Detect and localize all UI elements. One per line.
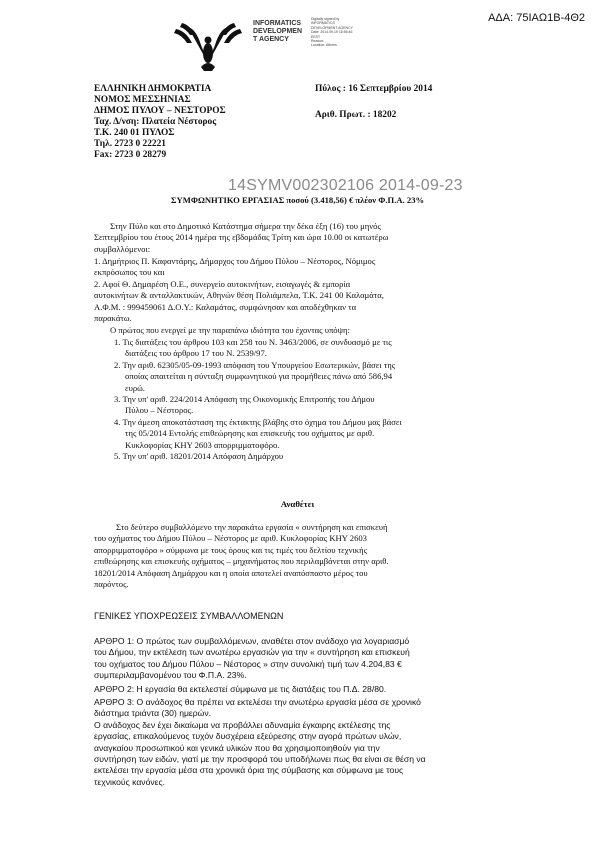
- signature-line: Date: 2014.09.19 18:55:46: [311, 30, 353, 35]
- agency-name: [253, 20, 302, 44]
- agency-line: T AGENCY: [253, 36, 289, 43]
- sender-prefecture: ΝΟΜΟΣ ΜΕΣΣΗΝΙΑΣ: [94, 95, 191, 105]
- list-item: 5. Την υπ' αριθ. 18201/2014 Απόφαση Δημάρχου: [114, 451, 284, 462]
- text-line: του οχήματος του Δήμου Πύλου – Νέστορος με αριθ. Κυκλοφορίας ΚΗΥ 2603: [94, 533, 367, 544]
- parties-list: [94, 256, 516, 324]
- sender-phone: Τηλ. 2723 0 22221: [94, 139, 166, 149]
- sender-municipality: ΔΗΜΟΣ ΠΥΛΟΥ – ΝΕΣΤΟΡΟΣ: [94, 106, 226, 116]
- place-date: Πύλος : 16 Σεπτεμβρίου 2014: [315, 84, 433, 94]
- text-line: Α.Φ.Μ. : 999459061 Δ.Ο.Υ.: Καλαμάτας, συμφώνησαν και αποδέχθηκαν τα: [94, 301, 357, 312]
- text-line: συμπεριλαμβανομένου του Φ.Π.Α. 23%.: [94, 670, 247, 681]
- protocol-number: Αριθ. Πρωτ. : 18202: [315, 110, 397, 120]
- text-line: ΑΡΘΡΟ 3: Ο ανάδοχος θα πρέπει να εκτελέσει την ανωτέρω εργασία μέσα σε χρονικό: [94, 697, 421, 707]
- sender-postcode: Τ.Κ. 240 01 ΠΥΛΟΣ: [94, 128, 175, 138]
- signature-line: INFORMATICS: [311, 21, 335, 26]
- phoenix-emblem-icon: [168, 15, 248, 75]
- signature-line: Reason:: [311, 39, 325, 44]
- list-item: της 05/2014 Εντολής επιθεώρησης και επισκευής του οχήματος με αριθ.: [125, 428, 375, 439]
- text-line: του οχήματος του Δήμου Πύλου – Νέστορος » στην συνολική τιμή των 4.204,83 €: [94, 658, 402, 669]
- document-title: ΣΥΜΦΩΝΗΤΙΚΟ ΕΡΓΑΣΙΑΣ ποσού (3.418,56) € πλέον Φ.Π.Α. 23%: [170, 195, 425, 205]
- list-item: 3. Την υπ' αριθ. 224/2014 Απόφαση της Οικονομικής Επιτροπής του Δήμου: [114, 394, 375, 405]
- list-item: διατάξεις του άρθρου 17 του Ν. 2539/97.: [125, 348, 267, 359]
- text-line: παρόντος.: [94, 579, 129, 590]
- list-item: Κυκλοφορίας ΚΗΥ 2603 απορριμματοφόρο.: [125, 439, 280, 450]
- signature-line: EEST: [311, 34, 321, 39]
- signature-line: Digitally signed by: [311, 17, 340, 21]
- article-1: [94, 636, 516, 682]
- text-line: εργασίας, επικαλούμενος τυχόν δυσχέρεια εξεύρεσης στην αγορά πρώτων υλών,: [94, 731, 402, 742]
- registry-stamp: 14SYMV002302106 2014-09-23: [228, 177, 463, 194]
- text-line: παρακάτω.: [94, 313, 132, 324]
- sender-country: ΕΛΛΗΝΙΚΗ ΔΗΜΟΚΡΑΤΙΑ: [94, 84, 212, 94]
- text-line: 18201/2014 Απόφαση Δημάρχου και η οποία αποτελεί αναπόσπαστο μέρος του: [94, 567, 368, 578]
- signature-line: DEVELOPMENT AGENCY: [311, 25, 353, 30]
- text-line: επιθεώρησης και επισκευής οχήματος – μηχανήματος που περιλαμβάνεται στην αριθ.: [94, 556, 389, 567]
- text-line: 2. Αφοί Θ. Δημαρέση Ο.Ε., συνεργείο αυτοκινήτων, εισαγωγές & εμπορία: [94, 278, 351, 289]
- text-line: Ο ανάδοχος δεν έχει δικαίωμα να προβάλλει αδυναμία έγκαιρης εκτέλεσης της: [94, 719, 391, 730]
- text-line: συμβαλλόμενοι:: [94, 243, 151, 254]
- list-item: 1. Τις διατάξεις του άρθρου 103 και 258 του Ν. 3463/2006, σε συνδυασμό με τις: [114, 337, 392, 347]
- considerations-list: [114, 337, 514, 462]
- list-item: Πύλου – Νέστορος.: [125, 405, 194, 416]
- assigns-paragraph: [94, 522, 516, 590]
- agency-line: DEVELOPMEN: [253, 28, 303, 35]
- agency-line: INFORMATICS: [253, 20, 302, 27]
- intro-paragraph: [94, 221, 516, 255]
- text-line: τεχνικούς κανόνες.: [94, 776, 166, 787]
- list-item: ευρώ.: [125, 382, 145, 393]
- article-3: [94, 697, 516, 788]
- assigns-heading: Αναθέτει: [280, 499, 315, 509]
- list-item: 4. Την άμεση αποκατάσταση της έκτακτης βλάβης στο όχημα του Δήμου μας βάσει: [114, 416, 402, 427]
- digital-signature: [311, 17, 353, 48]
- text-line: 1. Δημήτριος Π. Καφαντάρης, Δήμαρχος του Δήμου Πύλου – Νέστορος, Νόμιμος: [94, 256, 376, 266]
- article-2: ΑΡΘΡΟ 2: Η εργασία θα εκτελεστεί σύμφωνα με τις διατάξεις του Π.Δ. 28/80.: [94, 684, 387, 694]
- obligations-heading: ΓΕΝΙΚΕΣ ΥΠΟΧΡΕΩΣΕΙΣ ΣΥΜΒΑΛΛΟΜΕΝΩΝ: [94, 611, 284, 621]
- text-line: εκτελέσει την εργασία μέσα στα χρονικά όρια της σύμβασης και σύμφωνα με τους: [94, 765, 404, 776]
- text-line: ΑΡΘΡΟ 1: Ο πρώτος των συμβαλλόμενων, αναθέτει στον ανάδοχο για λογαριασμό: [94, 636, 410, 646]
- sender-address: Ταχ. Δ/νση: Πλατεία Νέστορος: [94, 117, 217, 127]
- text-line: αναγκαίου προσωπικού και γενικά υλικών που θα χρησιμοποιηθούν για την: [94, 742, 380, 753]
- ada-code: ΑΔΑ: 75ΙΑΩ1Β-4Θ2: [488, 12, 585, 24]
- text-line: του Δήμου, την εκτέλεση των ανωτέρω εργασιών για την « συντήρηση και επισκευή: [94, 647, 410, 658]
- list-item: 2. Την αριθ. 62305/05-09-1993 απόφαση του Υπουργείου Εσωτερικών, βάσει της: [114, 359, 396, 370]
- text-line: εκπρόσωπος του και: [94, 267, 165, 278]
- text-line: αυτοκινήτων & ανταλλακτικών, Αθηνών θέση Πολιάμπελα, Τ.Κ. 241 00 Καλαμάτα,: [94, 290, 384, 301]
- text-line: διάστημα τριάντα (30) ημερών.: [94, 708, 212, 719]
- text-line: Σεπτεμβρίου του έτους 2014 ημέρα της εβδομάδας Τρίτη και ώρα 10.00 οι κατωτέρω: [94, 232, 389, 243]
- sender-fax: Fax: 2723 0 28279: [94, 150, 167, 160]
- list-item: οποίας απαιτείται η σύνταξη συμφωνητικού για προμήθειες πάνω από 586,94: [125, 371, 393, 382]
- text-line: απορριμματοφόρο » σύμφωνα με τους όρους και τις τιμές του δελτίου τεχνικής: [94, 544, 368, 555]
- text-line: Στο δεύτερο συμβαλλόμενο την παρακάτω εργασία « συντήρηση και επισκευή: [116, 522, 388, 532]
- considering-line: Ο πρώτος που ενεργεί με την παραπάνω ιδιότητα του έχοντας υπόψη:: [110, 325, 350, 335]
- signature-line: Location: Athens: [311, 43, 337, 48]
- sender-block: [94, 84, 226, 161]
- text-line: συντήρηση των ειδών, γιατί με την προσφορά του υποδήλωνει πως θα είναι σε θέση να: [94, 754, 426, 765]
- text-line: Στην Πύλο και στο Δημοτικό Κατάστημα σήμερα την δέκα έξη (16) του μηνός: [110, 221, 381, 231]
